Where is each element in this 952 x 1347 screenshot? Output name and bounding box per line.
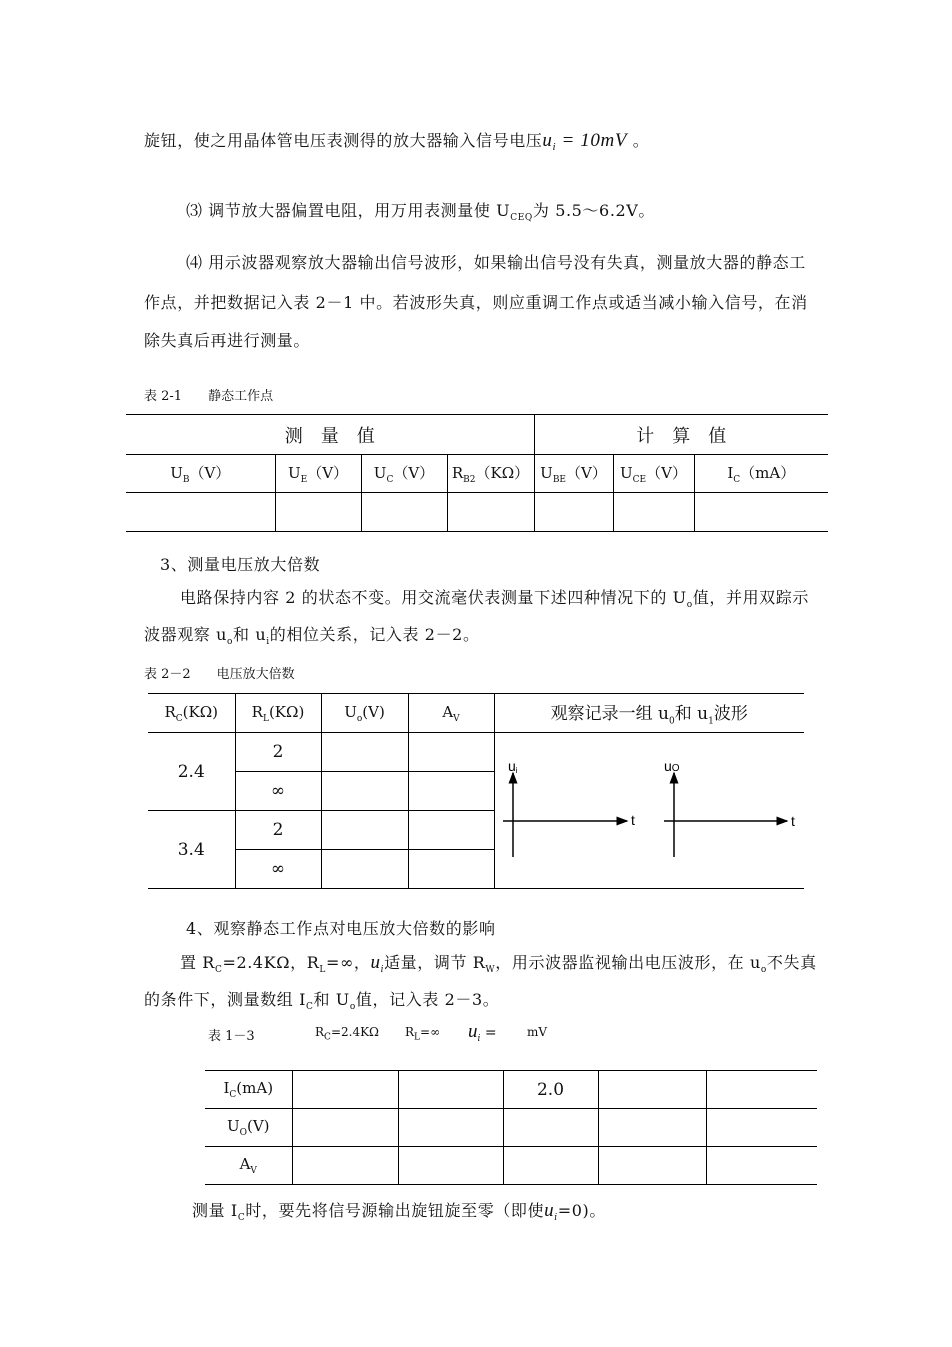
table-cell [613,493,694,532]
caption-unit: mV [527,1025,548,1039]
header-rl: $R_L(K\Omega)$ [235,694,321,733]
paragraph-text: 。 [627,131,650,150]
table-caption-label: 表 1－3 [208,1029,255,1044]
table-cell [598,1109,706,1147]
x-axis-label: t [790,813,795,829]
step-3-text [186,198,655,223]
row-header-av: $A_V$ [205,1147,292,1185]
rc-value: 3.4 [148,811,235,889]
paragraph-line [144,128,649,153]
table-cell [292,1147,398,1185]
step-text: 为 5.5～6.2V。 [532,201,656,220]
table-cell [694,493,828,532]
table-row [205,1147,817,1185]
table-cell [321,772,408,811]
header-ube: $U_{BE}(V)$ [534,455,613,493]
table-cell [408,811,494,850]
waveform-graph-uo [664,758,795,857]
caption-rl: $R_L=\infty$ [405,1025,441,1043]
table-cell [292,1071,398,1109]
row-header-uo: $U_O(V)$ [205,1109,292,1147]
table-cell [706,1109,817,1147]
static-operating-point-table [126,414,828,532]
table-cell [408,733,494,772]
table-row [205,1071,817,1109]
header-ub: $U_B(V)$ [126,455,275,493]
ic-value: 2.0 [503,1071,598,1109]
table-cell [398,1071,503,1109]
footer-note: 测量 $I_C$时，要先将信号源输出旋钮旋至零（即使$u_i=0$)。 [192,1200,606,1224]
rl-value: ∞ [235,772,321,811]
header-waveform: 观察记录一组 $u_0$和 $u_1$波形 [494,694,804,733]
section-3-line1: 电路保持内容 2 的状态不变。用交流毫伏表测量下述四种情况下的 $U_o$值，并用双踪示 [180,588,809,611]
section-4-line1: 置 $R_C=2.4K\Omega$，$R_L=\infty$，$u_i$适量，调节 $R_W$，用示波器监视输出电压波形，在 $u_o$不失真 [180,952,817,976]
table-header-row [148,694,804,733]
row-header-ic: $I_C(mA)$ [205,1071,292,1109]
table-cell [275,493,361,532]
waveform-axes [495,733,805,888]
math-subscript: i [552,141,557,154]
table-cell [598,1071,706,1109]
rc-value: 2.4 [148,733,235,811]
math-expression: = 10mV [556,130,628,151]
section-4-line2: 的条件下，测量数组 $I_C$和 $U_o$值，记入表 2－3。 [144,990,500,1013]
rl-value: 2 [235,733,321,772]
table-cell [706,1071,817,1109]
table-header-row [126,455,828,493]
step-text: ⑶ 调节放大器偏置电阻，用万用表测量使 U [186,201,511,220]
section-3-heading: 3、测量电压放大倍数 [160,555,321,574]
rl-value: 2 [235,811,321,850]
header-uc: $U_C(V)$ [361,455,447,493]
table-cell [447,493,534,532]
paragraph-text: 旋钮，使之用晶体管电压表测得的放大器输入信号电压 [144,131,543,150]
subscript: CEQ [510,213,533,224]
header-av: $A_V$ [408,694,494,733]
table-cell [292,1109,398,1147]
table-cell [321,733,408,772]
table-cell [126,493,275,532]
waveform-cell [494,733,804,889]
table-cell [398,1109,503,1147]
table-cell [408,772,494,811]
section-3-line2: 波器观察 $u_o$和 $u_i$的相位关系，记入表 2－2。 [144,625,480,648]
header-ue: $U_E(V)$ [275,455,361,493]
table-cell [398,1147,503,1185]
math-symbol: u [542,130,553,151]
x-axis-label: t [630,812,635,828]
table-cell [706,1147,817,1185]
section-4-heading: 4、观察静态工作点对电压放大倍数的影响 [186,919,496,938]
step-4-line2: 作点，并把数据记入表 2－1 中。若波形失真，则应重调工作点或适当减小输入信号，在消 [144,293,808,312]
group-header-measured: 测 量 值 [126,415,534,455]
table-caption: 表 2-1 静态工作点 [144,389,274,404]
table-cell [598,1147,706,1185]
table-row [126,493,828,532]
header-ic: $I_C(mA)$ [694,455,828,493]
voltage-gain-table [148,693,804,889]
table-cell [503,1147,598,1185]
step-4-line1: ⑷ 用示波器观察放大器输出信号波形，如果输出信号没有失真，测量放大器的静态工 [186,253,806,272]
table-cell [321,811,408,850]
header-rc: $R_C(K\Omega)$ [148,694,235,733]
operating-point-effect-table [205,1070,817,1185]
table-cell [361,493,447,532]
caption-rc: $R_C=2.4K\Omega$ [315,1025,379,1043]
table-cell [408,850,494,889]
header-rb2: $R_{B2}(K\Omega)$ [447,455,534,493]
header-uce: $U_{CE}(V)$ [613,455,694,493]
table-cell [534,493,613,532]
caption-ui: $u_i$ = [468,1021,497,1044]
table-cell [321,850,408,889]
waveform-graph-ui [503,758,635,857]
table-caption: 表 2－2 电压放大倍数 [144,667,295,682]
header-uo: $U_o(V)$ [321,694,408,733]
rl-value: ∞ [235,850,321,889]
table-row [148,733,804,772]
y-axis-label: ui [507,758,518,775]
group-header-calculated: 计 算 值 [534,415,828,455]
y-axis-label: uO [663,758,680,774]
table-cell [503,1109,598,1147]
table-row [205,1109,817,1147]
step-4-line3: 除失真后再进行测量。 [144,331,311,350]
